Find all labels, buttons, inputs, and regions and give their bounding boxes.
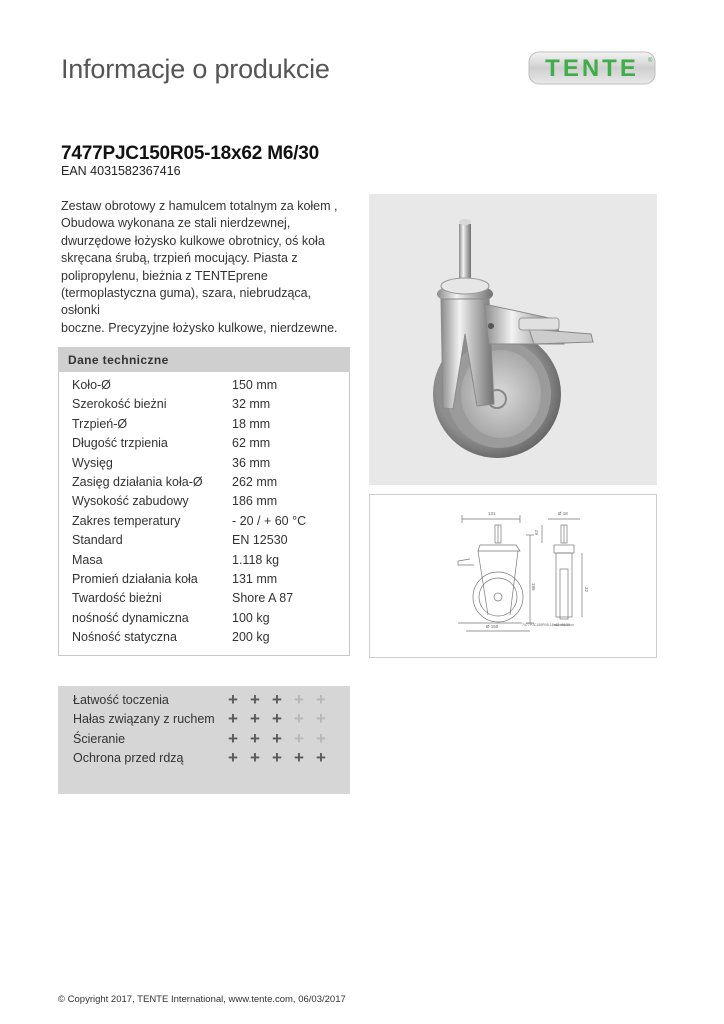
rating-plus-filled-icon: + [250,690,260,709]
ean-code: EAN 4031582367416 [61,164,181,178]
tech-row-value: 150 mm [232,378,278,392]
tech-row-label: Wysięg [72,455,113,470]
tech-row-label: Zasięg działania koła-Ø [72,474,203,489]
drawing-dim-top: 131 [488,511,496,516]
tech-row-label: Zakres temperatury [72,513,181,528]
rating-plus-filled-icon: + [228,709,238,729]
rating-plus-filled-icon: + [228,748,238,768]
tech-row-label: Koło-Ø [72,378,111,392]
technical-drawing-graphic [370,495,656,657]
tech-row-label: Promień działania koła [72,571,198,586]
rating-plus-filled-icon: + [272,709,282,729]
tech-row [72,494,342,513]
page-title: Informacje o produkcie [61,54,330,84]
rating-plus-filled-icon: + [228,690,238,709]
rating-plus-empty-icon: + [294,728,304,748]
tech-row-value: Shore A 87 [232,591,294,606]
rating-plus-filled-icon: + [250,709,260,729]
tech-row [72,436,342,455]
tech-row-label: Długość trzpienia [72,436,168,451]
tech-row [72,591,342,610]
tech-row [72,533,342,552]
tech-row [72,553,342,572]
tech-row-label: Standard [72,533,123,548]
product-description: Zestaw obrotowy z hamulcem totalnym za kołem , Obudowa wykonana ze stali nierdzewnej, dwurzędowe łożysko kulkowe obrotnicy, oś koła skręcana śrubą, trzpień mocujący. Piasta z polipropylenu, bieżnia z TENTEprene (termoplastyczna guma), szara, niebrudząca, osłonki boczne. Precyzyjne łożysko kulkowe, nierdzewne. [61,199,338,335]
rating-row [73,748,343,770]
product-code: 7477PJC150R05-18x62 M6/30 [61,143,320,164]
drawing-dim-stem-length: 62 [534,529,539,535]
rating-plus-filled-icon: + [272,748,282,768]
rating-panel [58,686,350,794]
drawing-part-label: 7477PJC150R05-18x62 M6/30 [522,623,571,627]
tech-row-value: 1.118 kg [232,552,280,567]
drawing-dim-height: 186 [531,583,536,591]
tech-row [72,475,342,494]
tech-row-value: 18 mm [232,416,271,431]
tech-row [72,456,342,475]
tech-row-value: - 20 / + 60 °C [232,513,307,528]
technical-data-header: Dane techniczne [58,347,350,372]
tech-row [72,417,342,436]
technical-drawing [369,494,657,658]
tech-row-value: EN 12530 [232,533,288,548]
rating-plus-filled-icon: + [294,748,304,768]
svg-text:®: ® [648,58,653,64]
tech-row-label: Trzpień-Ø [72,416,128,431]
technical-data-table [72,378,342,649]
rating-plus-filled-icon: + [250,748,260,768]
tech-row-value: 200 kg [232,630,270,645]
rating-plus-empty-icon: + [316,690,326,709]
footer-copyright: © Copyright 2017, TENTE International, www.tente.com, 06/03/2017 [58,994,346,1005]
tente-logo [528,50,656,86]
rating-table [73,690,343,771]
rating-plus-filled-icon: + [250,728,260,748]
tech-row-label: nośność dynamiczna [72,610,189,625]
tech-row-value: 131 mm [232,571,278,586]
drawing-dim-width: 32 [584,587,589,593]
tech-row [72,514,342,533]
rating-row-label: Łatwość toczenia [73,693,169,707]
drawing-dim-stem: Ø 18 [558,511,568,516]
product-photo [369,194,657,485]
caster-photo-graphic [369,194,657,485]
tech-row-value: 186 mm [232,494,278,509]
rating-plus-filled-icon: + [316,748,326,768]
tech-row [72,611,342,630]
rating-plus-filled-icon: + [272,690,282,709]
tech-row-value: 100 kg [232,610,270,625]
tech-row-label: Twardość bieżni [72,591,162,606]
technical-data-panel [58,347,350,656]
rating-plus-empty-icon: + [294,709,304,729]
tech-row [72,572,342,591]
rating-plus-filled-icon: + [272,728,282,748]
rating-plus-empty-icon: + [294,690,304,709]
tech-row [72,397,342,416]
tech-row-value: 62 mm [232,436,271,451]
tech-row-label: Wysokość zabudowy [72,494,189,509]
rating-plus-filled-icon: + [228,728,238,748]
tech-row-label: Masa [72,552,103,567]
rating-plus-empty-icon: + [316,709,326,729]
tente-logo-graphic [528,50,656,86]
logo-text: TENTE [545,55,639,82]
rating-row-label: Ścieranie [73,731,126,746]
tech-row-value: 32 mm [232,397,271,412]
tech-row-value: 262 mm [232,474,278,489]
rating-row-label: Hałas związany z ruchem [73,712,215,727]
tech-row-label: Szerokość bieżni [72,397,167,412]
drawing-dim-wheel: Ø 150 [486,624,499,629]
tech-row-value: 36 mm [232,455,271,470]
tech-row [72,378,342,397]
tech-row-label: Nośność statyczna [72,630,177,645]
rating-row-label: Ochrona przed rdzą [73,751,184,766]
rating-plus-empty-icon: + [316,728,326,748]
tech-row [72,630,342,649]
